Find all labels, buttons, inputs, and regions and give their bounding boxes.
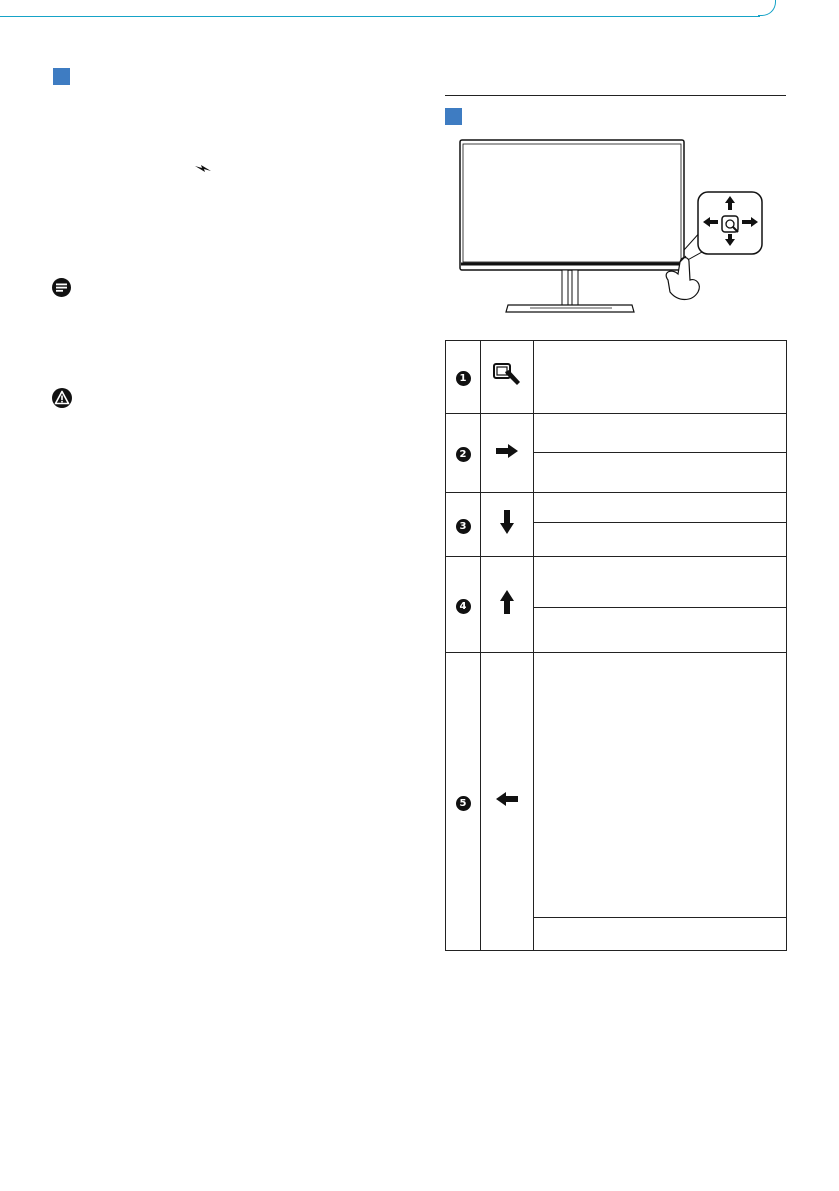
control-number-badge: 2 [456, 447, 471, 462]
control-row-4 [446, 557, 787, 608]
control-row-3 [446, 493, 787, 523]
control-icon-cell [481, 653, 534, 951]
control-number-cell [446, 414, 481, 493]
column-divider [445, 95, 786, 96]
arrow-right-icon [494, 443, 520, 459]
control-description [534, 414, 787, 453]
header-rule-cap [758, 0, 776, 16]
control-row-1 [446, 341, 787, 414]
control-description [534, 493, 787, 523]
arrow-down-icon [499, 508, 515, 536]
control-icon-cell [481, 557, 534, 653]
control-description [534, 608, 787, 653]
warning-icon [52, 388, 72, 408]
control-number-badge: 5 [456, 796, 471, 811]
control-number-cell [446, 653, 481, 951]
control-icon-cell [481, 493, 534, 557]
control-description [534, 557, 787, 608]
control-description [534, 453, 787, 493]
control-description [534, 653, 787, 918]
control-description [534, 341, 787, 414]
control-number-cell [446, 341, 481, 414]
control-icon-cell [481, 414, 534, 493]
control-number-cell [446, 493, 481, 557]
control-number-badge: 4 [456, 599, 471, 614]
lightning-symbol-icon [193, 162, 213, 174]
section-marker-left [53, 68, 70, 85]
monitor-illustration [440, 130, 790, 330]
arrow-left-icon [494, 791, 520, 807]
control-row-5 [446, 653, 787, 918]
control-description [534, 918, 787, 951]
control-number-cell [446, 557, 481, 653]
section-marker-right [445, 108, 462, 125]
control-description [534, 523, 787, 557]
controls-table [445, 340, 787, 951]
note-icon [52, 278, 71, 297]
joystick-press-icon [492, 362, 522, 388]
control-number-badge: 3 [456, 519, 471, 534]
header-rule [0, 16, 760, 17]
arrow-up-icon [499, 588, 515, 616]
control-icon-cell [481, 341, 534, 414]
monitor-brand-label: PHILIPS [564, 265, 580, 270]
control-row-2 [446, 414, 787, 453]
control-number-badge: 1 [456, 371, 471, 386]
